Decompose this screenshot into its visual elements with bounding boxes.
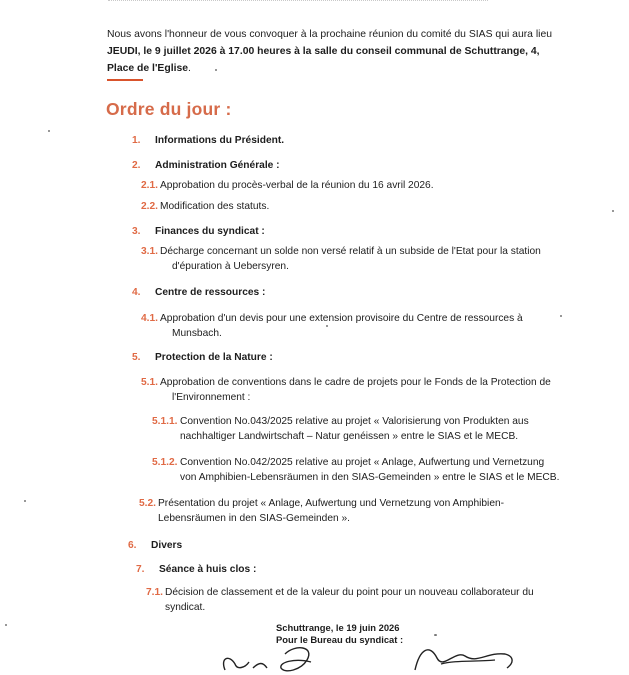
item-number: 7.1.: [146, 587, 163, 598]
agenda-item-5: [0, 350, 629, 366]
agenda-item-1: [0, 133, 629, 149]
item-text: Divers: [151, 540, 183, 551]
agenda-item-3: [0, 224, 629, 240]
item-number: 5.2.: [139, 498, 156, 509]
item-text: Informations du Président.: [155, 135, 285, 146]
item-text: Convention No.043/2025 relative au projet « Valorisierung von Produkten aus: [180, 416, 529, 427]
item-number: 2.2.: [141, 201, 158, 212]
item-number: 1.: [132, 135, 141, 146]
intro-paragraph: [107, 26, 577, 77]
item-text: Modification des statuts.: [160, 201, 270, 212]
agenda-item-5-1: [0, 375, 629, 407]
scan-speck: [612, 210, 614, 212]
scan-speck: [5, 624, 7, 626]
agenda-item-3-1: [0, 244, 629, 276]
item-text: Approbation du procès-verbal de la réunion du 16 avril 2026.: [160, 180, 434, 191]
item-number: 5.1.: [141, 377, 158, 388]
item-number: 5.1.2.: [152, 457, 178, 468]
item-text: Centre de ressources :: [155, 287, 266, 298]
item-text: Administration Générale :: [155, 160, 280, 171]
item-text-cont: von Amphibien-Lebensräumen in den SIAS-Gemeinden » entre le SIAS et le MECB.: [180, 472, 560, 483]
scan-speck: [215, 69, 217, 71]
item-text: Décharge concernant un solde non versé relatif à un subside de l'Etat pour la station: [160, 246, 541, 257]
intro-text: Nous avons l'honneur de vous convoquer à la prochaine réunion du comité du SIAS qui aura lieu: [107, 29, 553, 40]
agenda-item-4-1: [0, 311, 629, 343]
section-rule: [107, 79, 143, 81]
item-number: 6.: [128, 540, 137, 551]
scan-speck: [560, 315, 562, 317]
item-number: 2.1.: [141, 180, 158, 191]
item-text: Convention No.042/2025 relative au projet « Anlage, Aufwertung und Vernetzung: [180, 457, 545, 468]
agenda-item-7-1: [0, 585, 629, 617]
item-number: 4.: [132, 287, 141, 298]
agenda-item-2-2: [0, 199, 629, 215]
item-text: Présentation du projet « Anlage, Aufwertung und Vernetzung von Amphibien-: [158, 498, 505, 509]
item-text: Protection de la Nature :: [155, 352, 273, 363]
item-text: Finances du syndicat :: [155, 226, 265, 237]
item-number: 3.: [132, 226, 141, 237]
item-number: 7.: [136, 564, 145, 575]
agenda-item-7: [0, 562, 629, 578]
agenda-item-4: [0, 285, 629, 301]
top-divider: [108, 0, 488, 4]
scan-speck: [326, 325, 328, 327]
intro-date-location: JEUDI, le 9 juillet 2026 à 17.00 heures à la salle du conseil communal de Schuttrange, 4,: [107, 46, 540, 57]
signature-place-date: Schuttrange, le 19 juin 2026: [276, 622, 400, 633]
item-text: Approbation de conventions dans le cadre de projets pour le Fonds de la Protection de: [160, 377, 551, 388]
item-text-cont: l'Environnement :: [172, 392, 251, 403]
signature-on-behalf: Pour le Bureau du syndicat :: [276, 634, 404, 645]
item-text-cont: nachhaltiger Landwirtschaft – Natur genéissen » entre le SIAS et le MECB.: [180, 431, 519, 442]
scan-speck: [24, 500, 26, 502]
intro-place: Place de l'Eglise: [107, 63, 189, 74]
agenda-item-5-1-2: [0, 455, 629, 487]
item-text-cont: Lebensräumen in den SIAS-Gemeinden ».: [158, 513, 350, 524]
item-number: 3.1.: [141, 246, 158, 257]
agenda-item-5-2: [0, 496, 629, 528]
item-number: 5.1.1.: [152, 416, 178, 427]
item-text: Approbation d'un devis pour une extension provisoire du Centre de ressources à: [160, 313, 523, 324]
intro-period: .: [188, 63, 191, 74]
item-text-cont: d'épuration à Uebersyren.: [172, 261, 289, 272]
agenda-item-5-1-1: [0, 414, 629, 446]
handwritten-signatures: [215, 640, 535, 675]
scan-speck: [434, 634, 437, 636]
item-text: Séance à huis clos :: [159, 564, 257, 575]
agenda-item-2-1: [0, 178, 629, 194]
agenda-title: Ordre du jour :: [106, 99, 232, 119]
scan-speck: [48, 130, 50, 132]
item-text-cont: Munsbach.: [172, 328, 222, 339]
agenda-item-2: [0, 158, 629, 174]
agenda-item-6: [0, 538, 629, 554]
item-number: 5.: [132, 352, 141, 363]
item-number: 4.1.: [141, 313, 158, 324]
item-text-cont: syndicat.: [165, 602, 206, 613]
item-text: Décision de classement et de la valeur du point pour un nouveau collaborateur du: [165, 587, 534, 598]
item-number: 2.: [132, 160, 141, 171]
